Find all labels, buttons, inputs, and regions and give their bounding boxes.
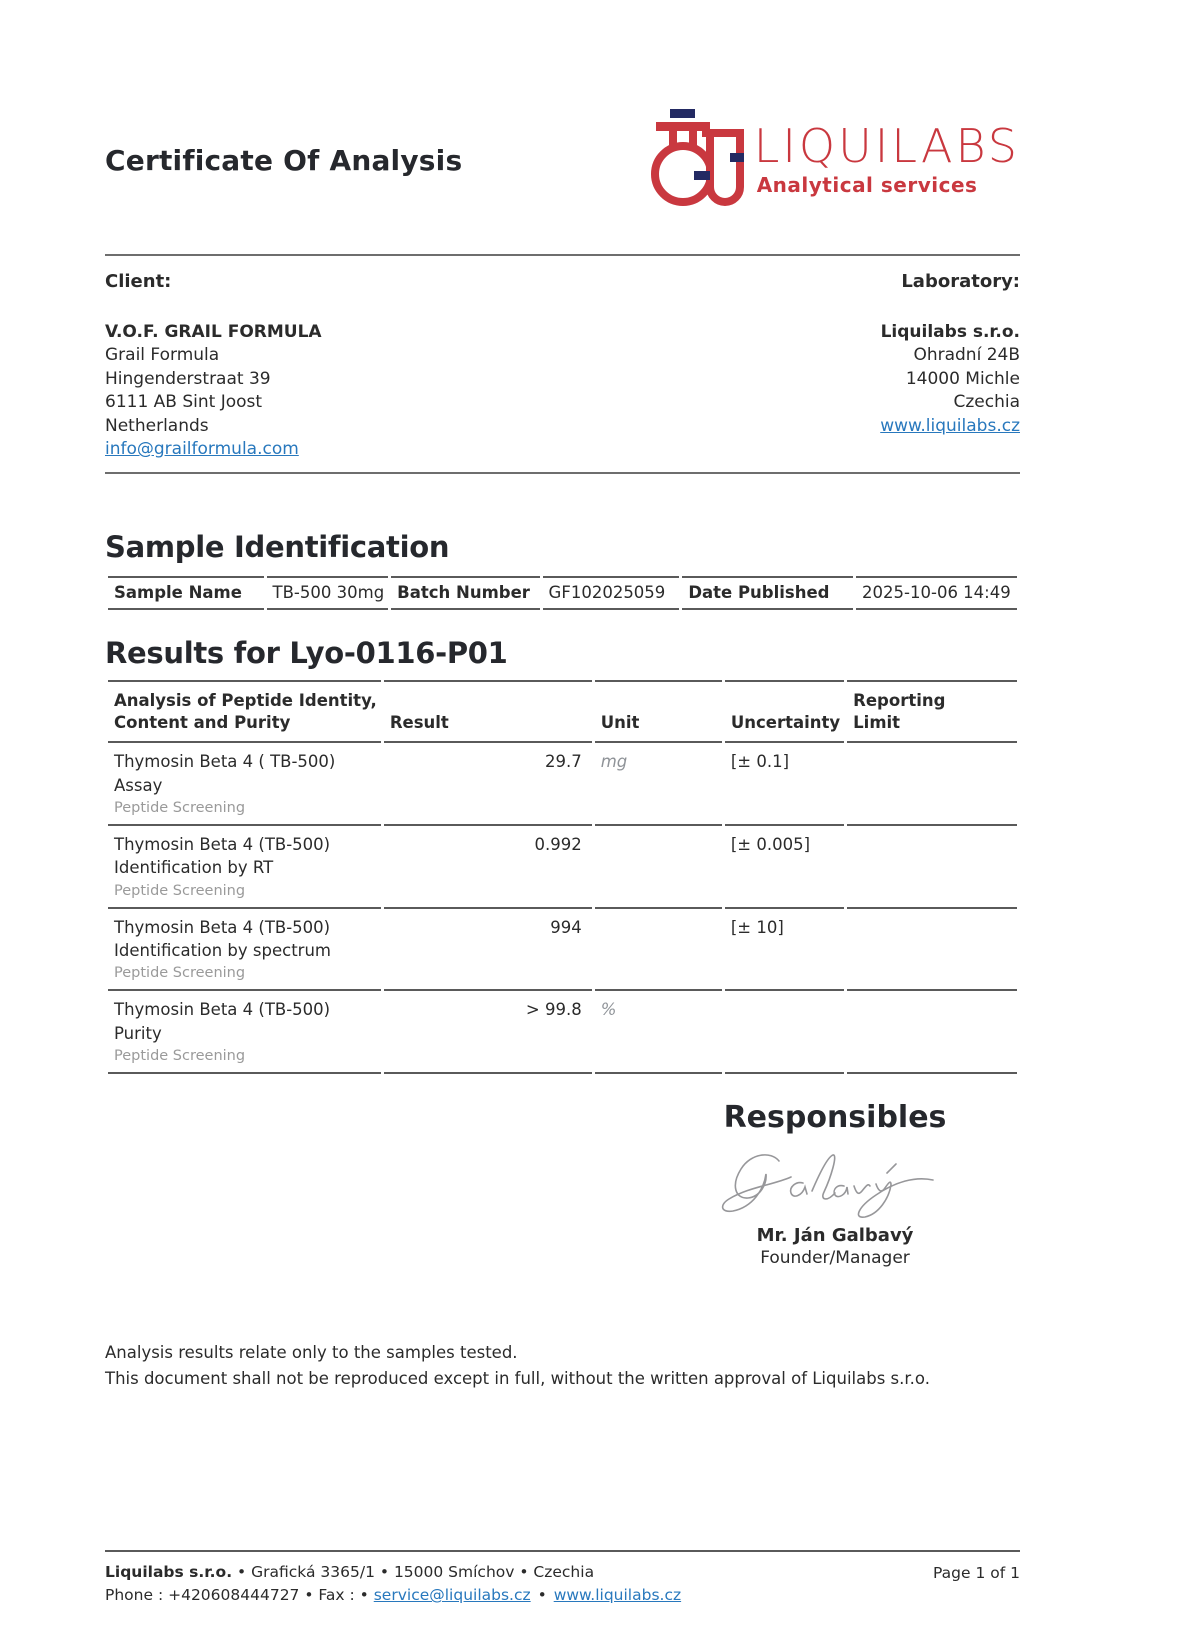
batch-number-label: Batch Number — [391, 576, 539, 610]
table-row — [108, 743, 1017, 826]
footer-website-link[interactable]: www.liquilabs.cz — [553, 1586, 682, 1605]
sample-name-label: Sample Name — [108, 576, 264, 610]
signature-image — [650, 1141, 1020, 1223]
client-address-line: Hingenderstraat 39 — [105, 368, 271, 389]
client-label: Client: — [105, 271, 172, 292]
analysis-cell: Thymosin Beta 4 (TB-500) Identification by spectrum Peptide Screening — [108, 909, 381, 992]
laboratory-label: Laboratory: — [901, 271, 1020, 292]
results-table — [105, 680, 1020, 1074]
footer-address: • Grafická 3365/1 • 15000 Smíchov • Czechia — [237, 1563, 595, 1581]
footer-email-link[interactable]: service@liquilabs.cz — [373, 1586, 531, 1605]
laboratory-address-line: Czechia — [953, 392, 1020, 413]
reporting-limit-cell — [847, 909, 1017, 992]
client-block — [105, 270, 322, 462]
reporting-limit-cell — [847, 991, 1017, 1074]
brand-tagline: Analytical services — [756, 173, 978, 197]
brand-text — [753, 119, 1020, 197]
laboratory-website-link[interactable]: www.liquilabs.cz — [880, 415, 1020, 436]
page-title: Certificate Of Analysis — [105, 143, 463, 177]
laboratory-address-line: 14000 Michle — [905, 368, 1020, 389]
footer-address-line — [105, 1561, 681, 1584]
laboratory-address-line: Ohradní 24B — [913, 345, 1020, 366]
date-published-label: Date Published — [682, 576, 853, 610]
unit-cell: % — [595, 991, 722, 1074]
result-cell: > 99.8 — [384, 991, 592, 1074]
footer-contact-line — [105, 1584, 681, 1607]
result-cell: 29.7 — [384, 743, 592, 826]
date-published-value: 2025-10-06 14:49 — [856, 576, 1017, 610]
analysis-cell: Thymosin Beta 4 (TB-500) Purity Peptide Screening — [108, 991, 381, 1074]
uncertainty-cell: [± 10] — [725, 909, 844, 992]
brand-name: LIQUILABS — [753, 119, 1020, 173]
uncertainty-cell: [± 0.1] — [725, 743, 844, 826]
signatory-role: Founder/Manager — [760, 1247, 910, 1268]
uncertainty-cell: [± 0.005] — [725, 826, 844, 909]
footer-separator: • — [537, 1586, 547, 1605]
column-header-analysis: Analysis of Peptide Identity, Content and Purity — [108, 680, 381, 744]
footer-phone-fax: Phone : +420608444727 • Fax : • — [105, 1586, 369, 1605]
disclaimer — [105, 1340, 1020, 1391]
client-email-link[interactable]: info@grailformula.com — [105, 439, 299, 460]
page-number: Page 1 of 1 — [933, 1564, 1020, 1582]
responsibles-section — [650, 1100, 1020, 1268]
client-name: V.O.F. GRAIL FORMULA — [105, 321, 322, 342]
client-address-line: 6111 AB Sint Joost — [105, 392, 263, 413]
analysis-cell: Thymosin Beta 4 ( TB-500) Assay Peptide Screening — [108, 743, 381, 826]
results-heading: Results for Lyo-0116-P01 — [105, 635, 508, 670]
unit-cell — [595, 909, 722, 992]
parties-section — [105, 270, 1020, 462]
analysis-cell: Thymosin Beta 4 (TB-500) Identification by RT Peptide Screening — [108, 826, 381, 909]
responsibles-heading: Responsibles — [723, 1099, 947, 1135]
flask-logo-icon — [644, 107, 744, 213]
batch-number-value: GF102025059 — [543, 576, 680, 610]
document-footer — [105, 1550, 1020, 1608]
sample-name-value: TB-500 30mg — [267, 576, 389, 610]
column-header-reporting-limit: Reporting Limit — [847, 680, 1017, 744]
result-cell: 994 — [384, 909, 592, 992]
footer-company: Liquilabs s.r.o. — [105, 1563, 233, 1581]
unit-cell — [595, 826, 722, 909]
divider — [105, 472, 1020, 474]
sample-identification-table — [105, 576, 1020, 610]
disclaimer-line: Analysis results relate only to the samples tested. — [105, 1342, 518, 1362]
table-row — [108, 826, 1017, 909]
laboratory-block — [880, 270, 1020, 462]
disclaimer-line: This document shall not be reproduced except in full, without the written approval of Liquilabs s.r.o. — [105, 1368, 930, 1388]
sample-identification-heading: Sample Identification — [105, 529, 450, 564]
divider — [105, 254, 1020, 256]
document-header — [105, 108, 1020, 212]
unit-cell: mg — [595, 743, 722, 826]
table-row — [108, 991, 1017, 1074]
client-address-line: Grail Formula — [105, 345, 220, 366]
column-header-uncertainty: Uncertainty — [725, 680, 844, 744]
client-address-line: Netherlands — [105, 415, 209, 436]
reporting-limit-cell — [847, 826, 1017, 909]
table-row — [108, 909, 1017, 992]
result-cell: 0.992 — [384, 826, 592, 909]
signatory-name: Mr. Ján Galbavý — [756, 1224, 914, 1246]
column-header-result: Result — [384, 680, 592, 744]
footer-contact-block — [105, 1561, 681, 1608]
results-header-row — [108, 680, 1017, 744]
table-row — [108, 576, 1017, 610]
brand-logo — [644, 107, 1020, 213]
laboratory-name: Liquilabs s.r.o. — [880, 321, 1020, 342]
column-header-unit: Unit — [595, 680, 722, 744]
reporting-limit-cell — [847, 743, 1017, 826]
uncertainty-cell — [725, 991, 844, 1074]
